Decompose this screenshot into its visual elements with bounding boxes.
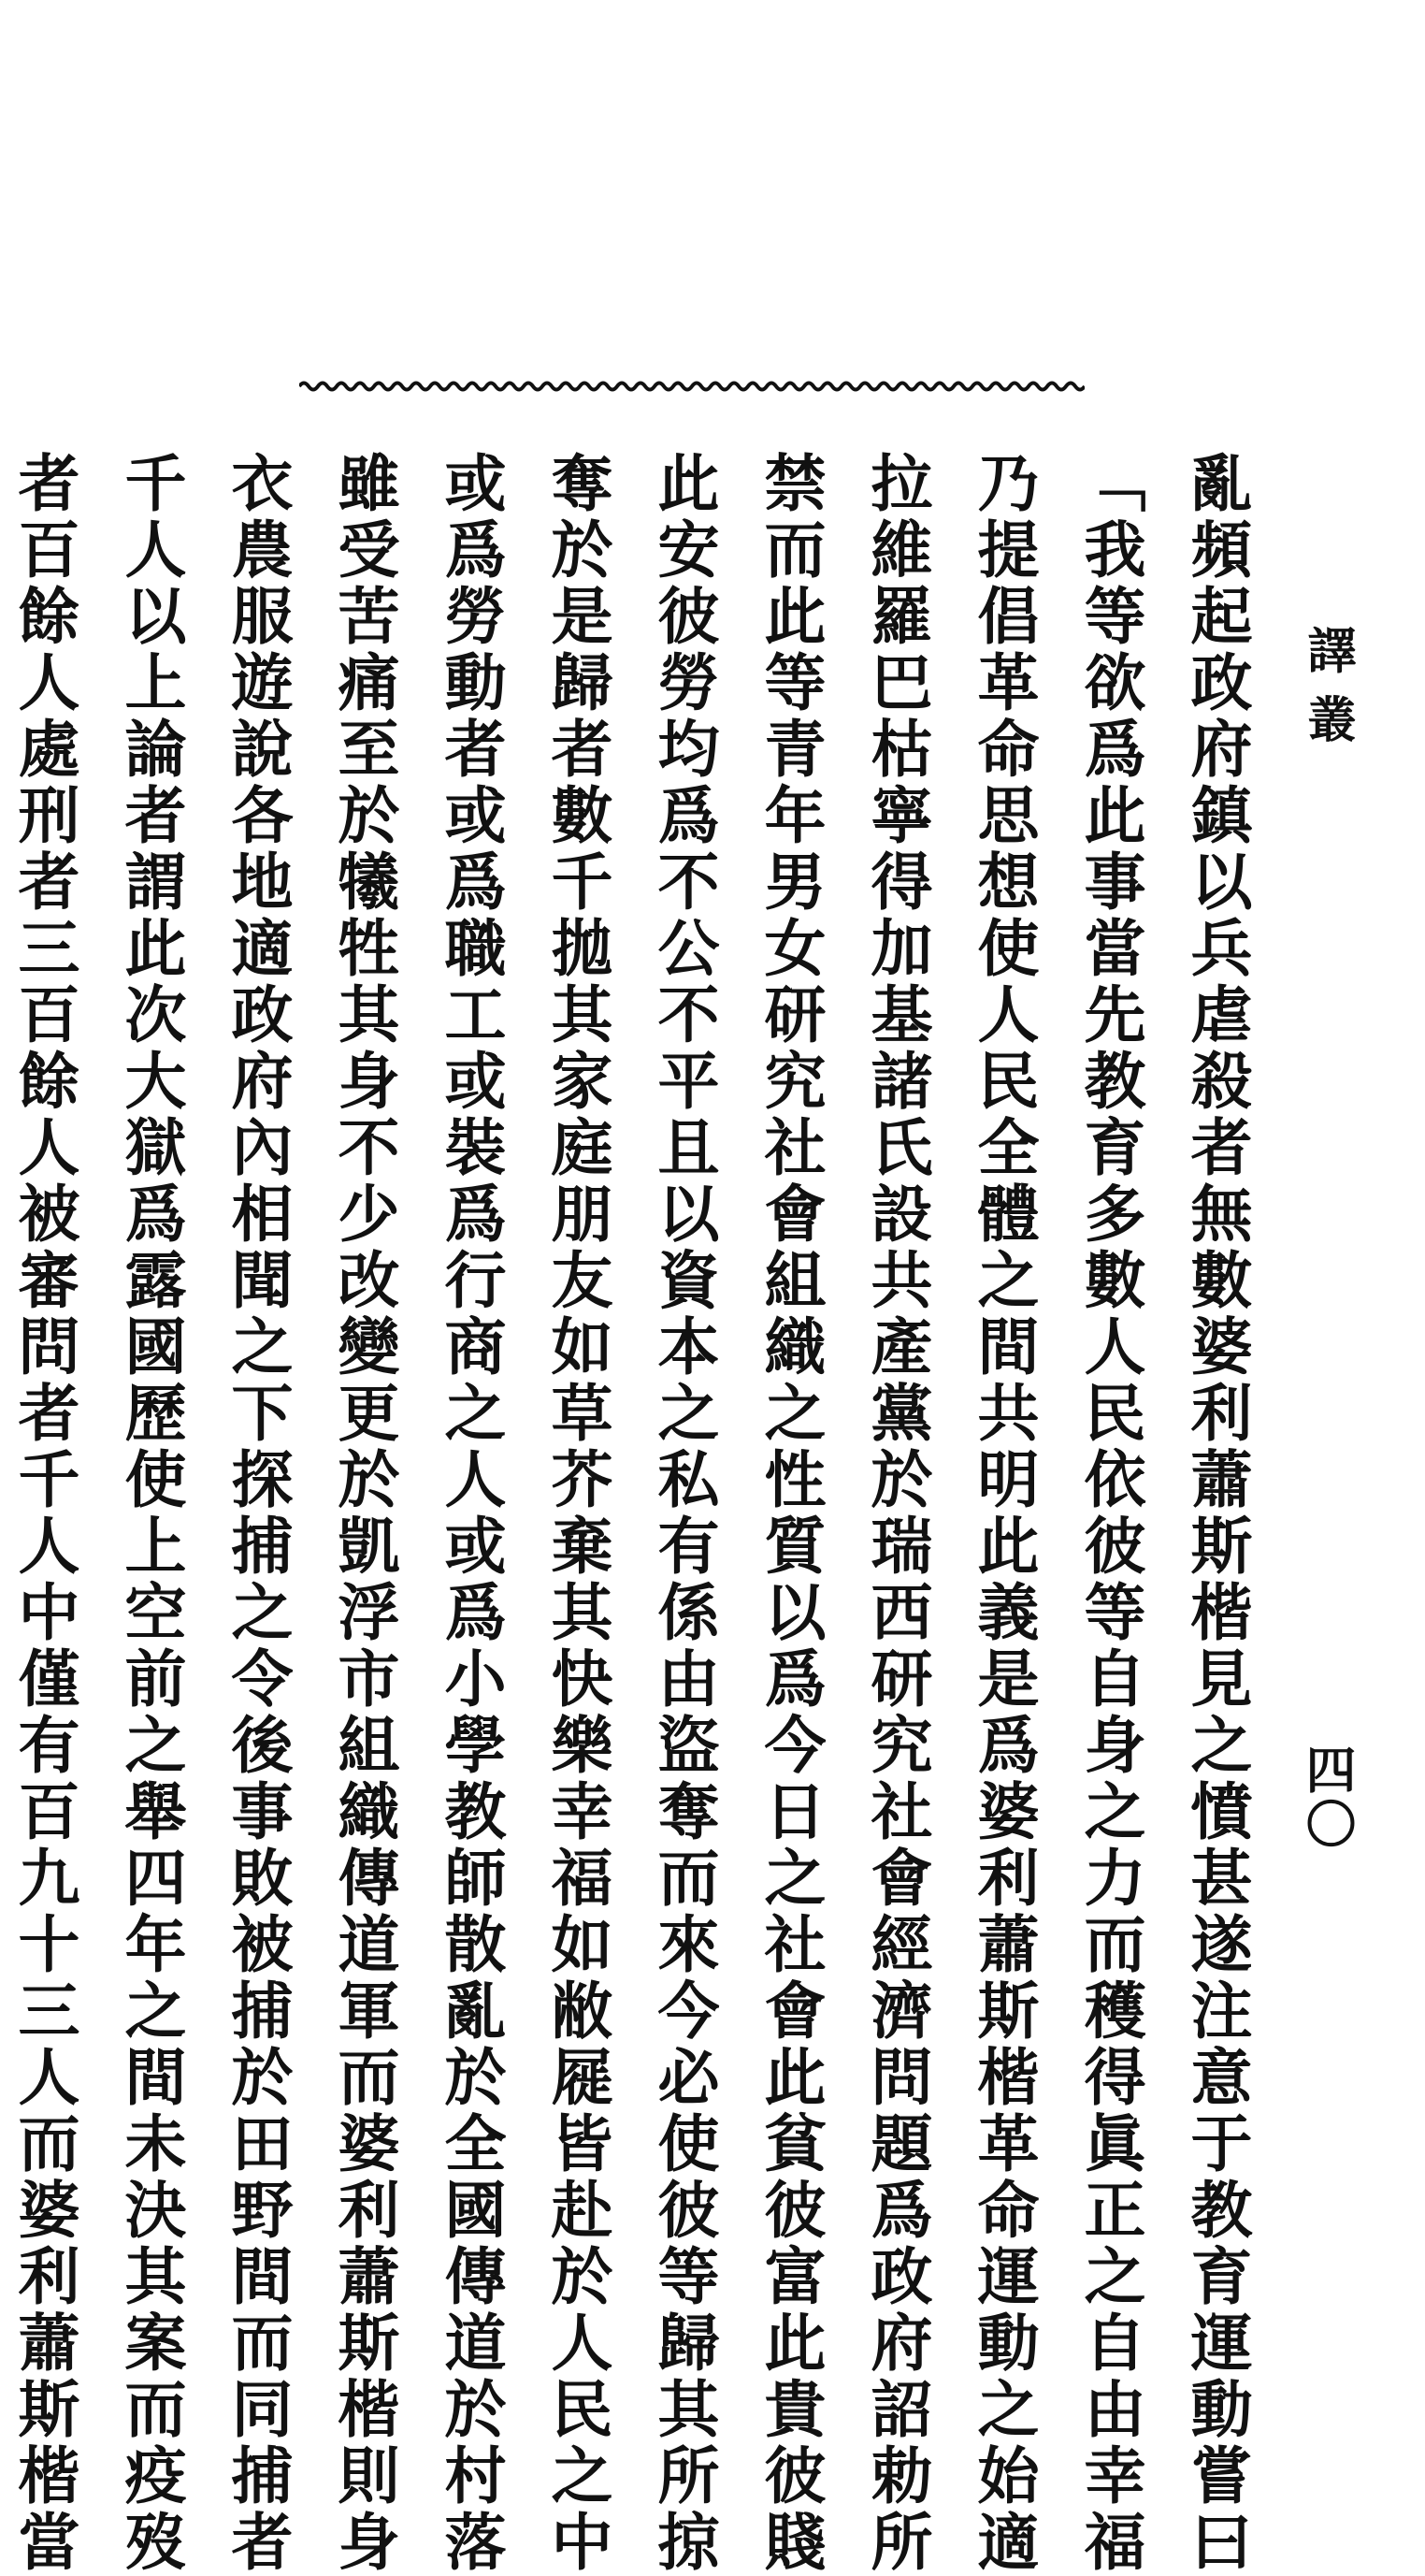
text-column: 禁而此等青年男女研究社會組織之性質以爲今日之社會此貧彼富此貴彼賤	[754, 451, 827, 2576]
text-column: 「我等欲爲此事當先教育多數人民依彼等自身之力而穫得眞正之自由幸福	[1073, 451, 1146, 2576]
text-column: 拉維羅巴枯寧得加基諸氏設共產黨於瑞西研究社會經濟問題爲政府詔勅所	[860, 451, 933, 2576]
text-column: 奪於是歸者數千拋其家庭朋友如草芥棄其快樂幸福如敝屣皆赴於人民之中	[540, 451, 613, 2576]
text-column: 者百餘人處刑者三百餘人被審問者千人中僅有百九十三人而婆利蕭斯楷當	[7, 451, 80, 2576]
text-column: 雖受苦痛至於犧牲其身不少改變更於凱浮市組織傳道軍而婆利蕭斯楷則身	[327, 451, 400, 2576]
text-column: 衣農服遊說各地適政府內相聞之下探捕之令後事敗被捕於田野間而同捕者	[221, 451, 294, 2576]
text-column: 此安彼勞均爲不公不平且以資本之私有係由盜奪而來今必使彼等歸其所掠	[647, 451, 720, 2576]
text-column: 乃提倡革命思想使人民全體之間共明此義是爲婆利蕭斯楷革命運動之始適	[967, 451, 1040, 2576]
running-title: 譯叢	[1299, 625, 1356, 763]
vertical-text-body	[7, 451, 1270, 2576]
text-column: 亂頻起政府鎮以兵虐殺者無數婆利蕭斯楷見之憤甚遂注意于教育運動嘗曰	[1180, 451, 1253, 2576]
page-number: 四〇	[1298, 1744, 1358, 1852]
decorative-wavy-rule	[299, 372, 1085, 400]
text-column: 或爲勞動者或爲職工或裝爲行商之人或爲小學教師散亂於全國傳道於村落	[434, 451, 507, 2576]
text-column: 千人以上論者謂此次大獄爲露國歷使上空前之舉四年之間未決其案而疫歿	[114, 451, 187, 2576]
